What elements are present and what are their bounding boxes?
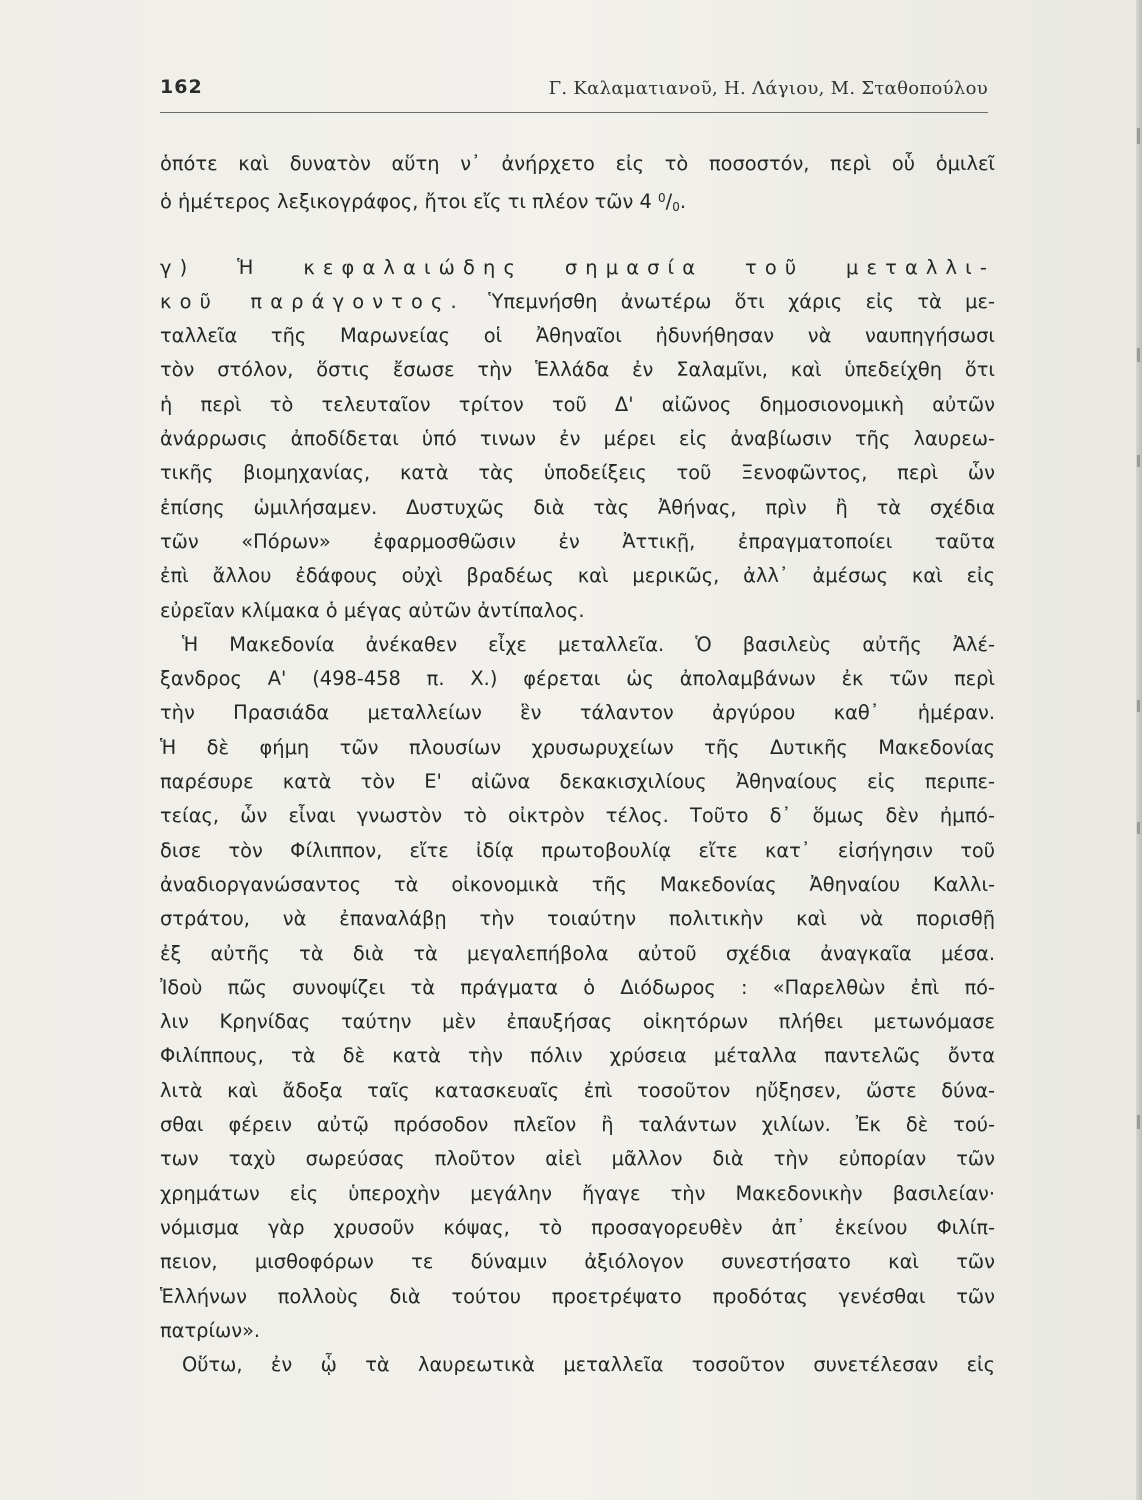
section-heading: γ) Ἡ κεφαλαιώδης σημασία τοῦ μεταλλι- — [160, 255, 995, 279]
text-line: τικῆς βιομηχανίας, κατὰ τὰς ὑποδείξεις τοῦ Ξενοφῶντος, περὶ ὧν — [160, 461, 995, 485]
text-line: ἡ περὶ τὸ τελευταῖον τρίτον τοῦ Δ' αἰῶνος δημοσιονομικὴ αὐτῶν — [160, 392, 995, 416]
margin-mark — [1137, 128, 1140, 144]
text-line: πειον, μισθοφόρων τε δύναμιν ἀξιόλογον συνεστήσατο καὶ τῶν — [160, 1250, 995, 1274]
margin-mark — [1137, 455, 1140, 467]
margin-mark — [1137, 348, 1140, 362]
text-line: ἀναδιοργανώσαντος τὰ οἰκονομικὰ τῆς Μακεδονίας Ἀθηναίου Καλλι- — [160, 872, 995, 896]
text-line: ξανδρος Α' (498-458 π. Χ.) φέρεται ὡς ἀπολαμβάνων ἐκ τῶν περὶ — [160, 667, 995, 691]
margin-mark — [1137, 822, 1140, 834]
text-line: Οὕτω, ἐν ᾧ τὰ λαυρεωτικὰ μεταλλεῖα τοσοῦτον συνετέλεσαν εἰς — [182, 1353, 995, 1377]
body-text — [160, 147, 995, 1382]
text-run: Ὑπεμνήσθη ἀνωτέρω ὅτι χάρις εἰς τὰ με- — [488, 289, 995, 313]
text-line: των ταχὺ σωρεύσας πλοῦτον αἰεὶ μᾶλλον διὰ τὴν εὐπορίαν τῶν — [160, 1147, 995, 1171]
paragraph-3 — [160, 628, 995, 1348]
margin-mark — [1137, 700, 1140, 712]
text-line: στράτου, νὰ ἐπαναλάβῃ τὴν τοιαύτην πολιτικὴν καὶ νὰ πορισθῇ — [160, 907, 995, 931]
text-line: λιτὰ καὶ ἄδοξα ταῖς κατασκευαῖς ἐπὶ τοσοῦτον ηὔξησεν, ὥστε δύνα- — [160, 1078, 995, 1102]
paragraph-1 — [160, 147, 995, 216]
text-run: . — [679, 190, 687, 214]
paragraph-gap — [160, 216, 995, 251]
percent-sub: 0 — [672, 200, 680, 215]
text-line: ταλλεῖα τῆς Μαρωνείας οἱ Ἀθηναῖοι ἠδυνήθησαν νὰ ναυπηγήσωσι — [160, 324, 995, 348]
text-line — [160, 181, 995, 215]
section-heading-end: κοῦ παράγοντος. — [160, 289, 465, 313]
text-line: Ἑλλήνων πολλοὺς διὰ τούτου προετρέψατο προδότας γενέσθαι τῶν — [160, 1284, 995, 1308]
running-title: Γ. Καλαματιανοῦ, Η. Λάγιου, Μ. Σταθοπούλου — [548, 78, 988, 99]
text-line: δισε τὸν Φίλιππον, εἴτε ἰδίᾳ πρωτοβουλίᾳ εἴτε κατ᾽ εἰσήγησιν τοῦ — [160, 838, 995, 862]
text-line: παρέσυρε κατὰ τὸν Ε' αἰῶνα δεκακισχιλίους Ἀθηναίους εἰς περιπε- — [160, 770, 995, 794]
text-line: τὴν Πρασιάδα μεταλλείων ἓν τάλαντον ἀργύρου καθ᾽ ἡμέραν. — [160, 701, 995, 725]
text-line: ἐπὶ ἄλλου ἐδάφους οὐχὶ βραδέως καὶ μερικῶς, ἀλλ᾽ ἀμέσως καὶ εἰς — [160, 564, 995, 588]
text-line: ὁπότε καὶ δυνατὸν αὕτη ν᾽ ἀνήρχετο εἰς τὸ ποσοστόν, περὶ οὗ ὁμιλεῖ — [160, 152, 995, 175]
page-edge-shadow — [1136, 0, 1142, 1500]
text-line: τείας, ὧν εἶναι γνωστὸν τὸ οἰκτρὸν τέλος. Τοῦτο δ᾽ ὅμως δὲν ἠμπό- — [160, 804, 995, 828]
text-line: νόμισμα γὰρ χρυσοῦν κόψας, τὸ προσαγορευθὲν ἀπ᾽ ἐκείνου Φιλίπ- — [160, 1215, 995, 1239]
text-line: Φιλίππους, τὰ δὲ κατὰ τὴν πόλιν χρύσεια μέταλλα παντελῶς ὄντα — [160, 1044, 995, 1068]
percent-sup: 0 — [658, 191, 666, 206]
paragraph-4 — [160, 1348, 995, 1382]
text-line: ἐξ αὐτῆς τὰ διὰ τὰ μεγαλεπήβολα αὐτοῦ σχέδια ἀναγκαῖα μέσα. — [160, 941, 995, 965]
paragraph-2 — [160, 251, 995, 628]
header-rule — [160, 112, 988, 113]
text-run: ὁ ἡμέτερος λεξικογράφος, ἤτοι εἴς τι πλέον τῶν 4 — [160, 190, 652, 214]
text-line: ἀνάρρωσις ἀποδίδεται ὑπό τινων ἐν μέρει εἰς ἀναβίωσιν τῆς λαυρεω- — [160, 427, 995, 451]
text-line: σθαι φέρειν αὐτῷ πρόσοδον πλεῖον ἢ ταλάντων χιλίων. Ἐκ δὲ τού- — [160, 1113, 995, 1137]
page-number: 162 — [160, 76, 203, 98]
margin-mark — [1137, 1115, 1140, 1129]
text-line: εὐρεῖαν κλίμακα ὁ μέγας αὐτῶν ἀντίπαλος. — [160, 598, 585, 622]
page-header — [160, 76, 988, 110]
text-line: Ἰδοὺ πῶς συνοψίζει τὰ πράγματα ὁ Διόδωρος : «Παρελθὼν ἐπὶ πό- — [160, 975, 995, 999]
text-line: λιν Κρηνίδας ταύτην μὲν ἐπαυξήσας οἰκητόρων πλήθει μετωνόμασε — [160, 1010, 995, 1034]
text-line: Ἡ δὲ φήμη τῶν πλουσίων χρυσωρυχείων τῆς Δυτικῆς Μακεδονίας — [160, 735, 995, 759]
text-line: χρημάτων εἰς ὑπεροχὴν μεγάλην ἤγαγε τὴν Μακεδονικὴν βασιλείαν· — [160, 1181, 995, 1205]
text-line — [160, 285, 995, 319]
text-line: Ἡ Μακεδονία ἀνέκαθεν εἶχε μεταλλεῖα. Ὁ βασιλεὺς αὐτῆς Ἀλέ- — [182, 632, 995, 656]
text-line: πατρίων». — [160, 1318, 261, 1342]
percent-slash: / — [665, 190, 673, 214]
text-line: τῶν «Πόρων» ἐφαρμοσθῶσιν ἐν Ἀττικῇ, ἐπραγματοποίει ταῦτα — [160, 529, 995, 553]
text-line: ἐπίσης ὡμιλήσαμεν. Δυστυχῶς διὰ τὰς Ἀθήνας, πρὶν ἢ τὰ σχέδια — [160, 495, 995, 519]
text-line: τὸν στόλον, ὅστις ἔσωσε τὴν Ἑλλάδα ἐν Σαλαμῖνι, καὶ ὑπεδείχθη ὅτι — [160, 358, 995, 382]
